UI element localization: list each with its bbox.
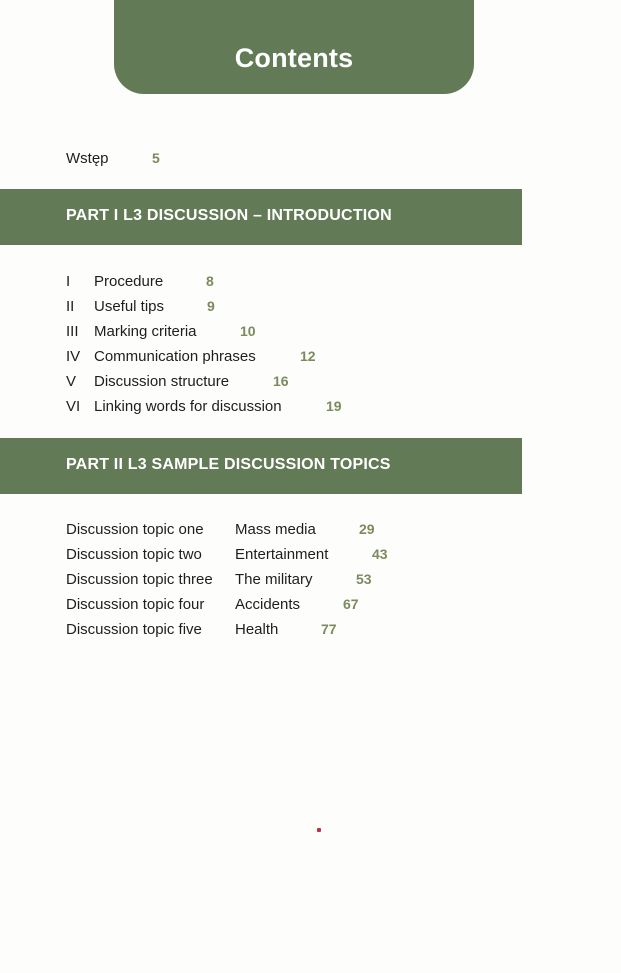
- part1-heading-band: [0, 189, 522, 245]
- part1-item-5-numeral: V: [66, 373, 77, 390]
- part2-item-2-topic[interactable]: Discussion topic two: [66, 546, 202, 563]
- part2-item-1-subject: Mass media: [235, 521, 316, 538]
- part2-item-5-page: 77: [321, 621, 337, 637]
- part2-item-1-page: 29: [359, 521, 375, 537]
- toc-entry-intro-label[interactable]: Wstęp: [66, 150, 109, 167]
- part2-item-3-subject: The military: [235, 571, 313, 588]
- part1-heading: PART I L3 DISCUSSION – INTRODUCTION: [66, 207, 392, 224]
- part1-item-6-numeral: VI: [66, 398, 81, 415]
- part2-item-4-subject: Accidents: [235, 596, 301, 613]
- part1-item-6-label[interactable]: Linking words for discussion: [94, 398, 282, 415]
- part1-item-2-page: 9: [207, 298, 215, 314]
- part2-item-3-page: 53: [356, 571, 372, 587]
- part1-item-3-page: 10: [240, 323, 256, 339]
- part2-item-5-subject: Health: [235, 621, 279, 638]
- part1-item-5-label[interactable]: Discussion structure: [94, 373, 230, 390]
- part2-item-4-page: 67: [343, 596, 359, 612]
- part2-heading: PART II L3 SAMPLE DISCUSSION TOPICS: [66, 456, 391, 473]
- decorative-dot: [317, 828, 321, 832]
- part1-item-3-label[interactable]: Marking criteria: [94, 323, 197, 340]
- part2-item-2-page: 43: [372, 546, 388, 562]
- part1-item-3-numeral: III: [66, 323, 79, 340]
- part2-item-4-topic[interactable]: Discussion topic four: [66, 596, 205, 613]
- part2-item-3-topic[interactable]: Discussion topic three: [66, 571, 213, 588]
- part1-item-1-numeral: I: [66, 273, 71, 290]
- part2-item-5-topic[interactable]: Discussion topic five: [66, 621, 202, 638]
- part2-item-2-subject: Entertainment: [235, 546, 329, 563]
- part1-item-2-numeral: II: [66, 298, 75, 315]
- part1-item-6-page: 19: [326, 398, 342, 414]
- page-title: Contents: [234, 42, 354, 73]
- part1-item-5-page: 16: [273, 373, 289, 389]
- part1-item-2-label[interactable]: Useful tips: [94, 298, 165, 315]
- part2-heading-band: [0, 438, 522, 494]
- contents-title-tab: [114, 0, 474, 94]
- part1-item-1-label[interactable]: Procedure: [94, 273, 164, 290]
- toc-entry-intro-page: 5: [152, 150, 160, 166]
- part1-item-4-page: 12: [300, 348, 316, 364]
- part2-item-1-topic[interactable]: Discussion topic one: [66, 521, 204, 538]
- part1-item-4-label[interactable]: Communication phrases: [94, 348, 256, 365]
- part1-item-4-numeral: IV: [66, 348, 81, 365]
- part1-item-1-page: 8: [206, 273, 214, 289]
